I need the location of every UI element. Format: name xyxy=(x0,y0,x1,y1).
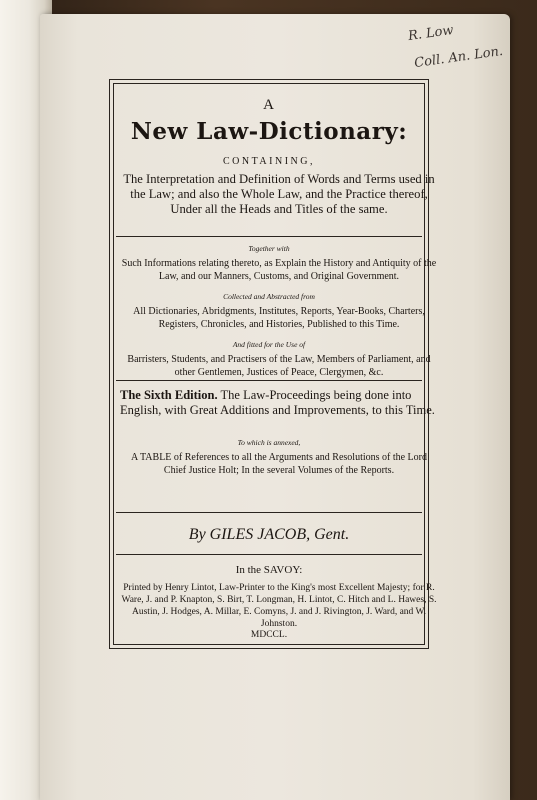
book-title: New Law-Dictionary: xyxy=(130,118,408,145)
date-line: MDCCL. xyxy=(250,630,288,640)
place-line: In the SAVOY: xyxy=(235,564,303,576)
rule-4 xyxy=(116,554,422,555)
edition-text: The Law-Proceedings being done into English, with Great Additions and Improvements, to this Time. xyxy=(120,388,435,417)
containing-label: CONTAINING, xyxy=(223,156,315,167)
description-text: The Interpretation and Definition of Words and Terms used in the Law; and also the Whole Law, and the Practice thereof, Under all the Heads and Titles of the same. xyxy=(123,172,435,216)
table-text: A TABLE of References to all the Arguments and Resolutions of the Lord Chief Justice Holt; In the several Volumes of the Reports. xyxy=(131,452,427,476)
rule-1 xyxy=(116,236,422,237)
ownership-inscription-line1: R. Low xyxy=(407,22,455,45)
together-label: Together with xyxy=(248,244,290,253)
title-border xyxy=(109,79,437,649)
author-line: By GILES JACOB, Gent. xyxy=(188,526,350,543)
annexed-label: To which is annexed, xyxy=(237,438,301,447)
ownership-inscription-line2: Coll. An. Lon. xyxy=(413,43,504,72)
title-article: A xyxy=(263,97,275,113)
imprint-text: Printed by Henry Lintot, Law-Printer to the King's most Excellent Majesty; for R. Ware, J. and P. Knapton, S. Birt, T. Longman, H. Lintot, C. Hitch and L. Hawes, S. Austin, J. Hodges, A. Millar, E. Comyns, J. and J. Rivington, J. Ward, and W. Johnston. xyxy=(121,583,437,629)
audience-text: Barristers, Students, and Practisers of the Law, Members of Parliament, and other Gentlemen, Justices of Peace, Clergymen, &c. xyxy=(127,354,431,378)
rule-3 xyxy=(116,512,422,513)
collected-label: Collected and Abstracted from xyxy=(223,292,315,301)
informations-text: Such Informations relating thereto, as Explain the History and Antiquity of the Law, and our Manners, Customs, and Original Government. xyxy=(121,258,437,282)
fitted-label: And fitted for the Use of xyxy=(232,340,306,349)
edition-label: The Sixth Edition. xyxy=(120,388,218,402)
sources-text: All Dictionaries, Abridgments, Institutes, Reports, Year-Books, Charters, Registers, Chronicles, and Histories, Published to this Time. xyxy=(133,306,425,330)
rule-2 xyxy=(116,380,422,381)
edition-statement xyxy=(110,388,448,418)
